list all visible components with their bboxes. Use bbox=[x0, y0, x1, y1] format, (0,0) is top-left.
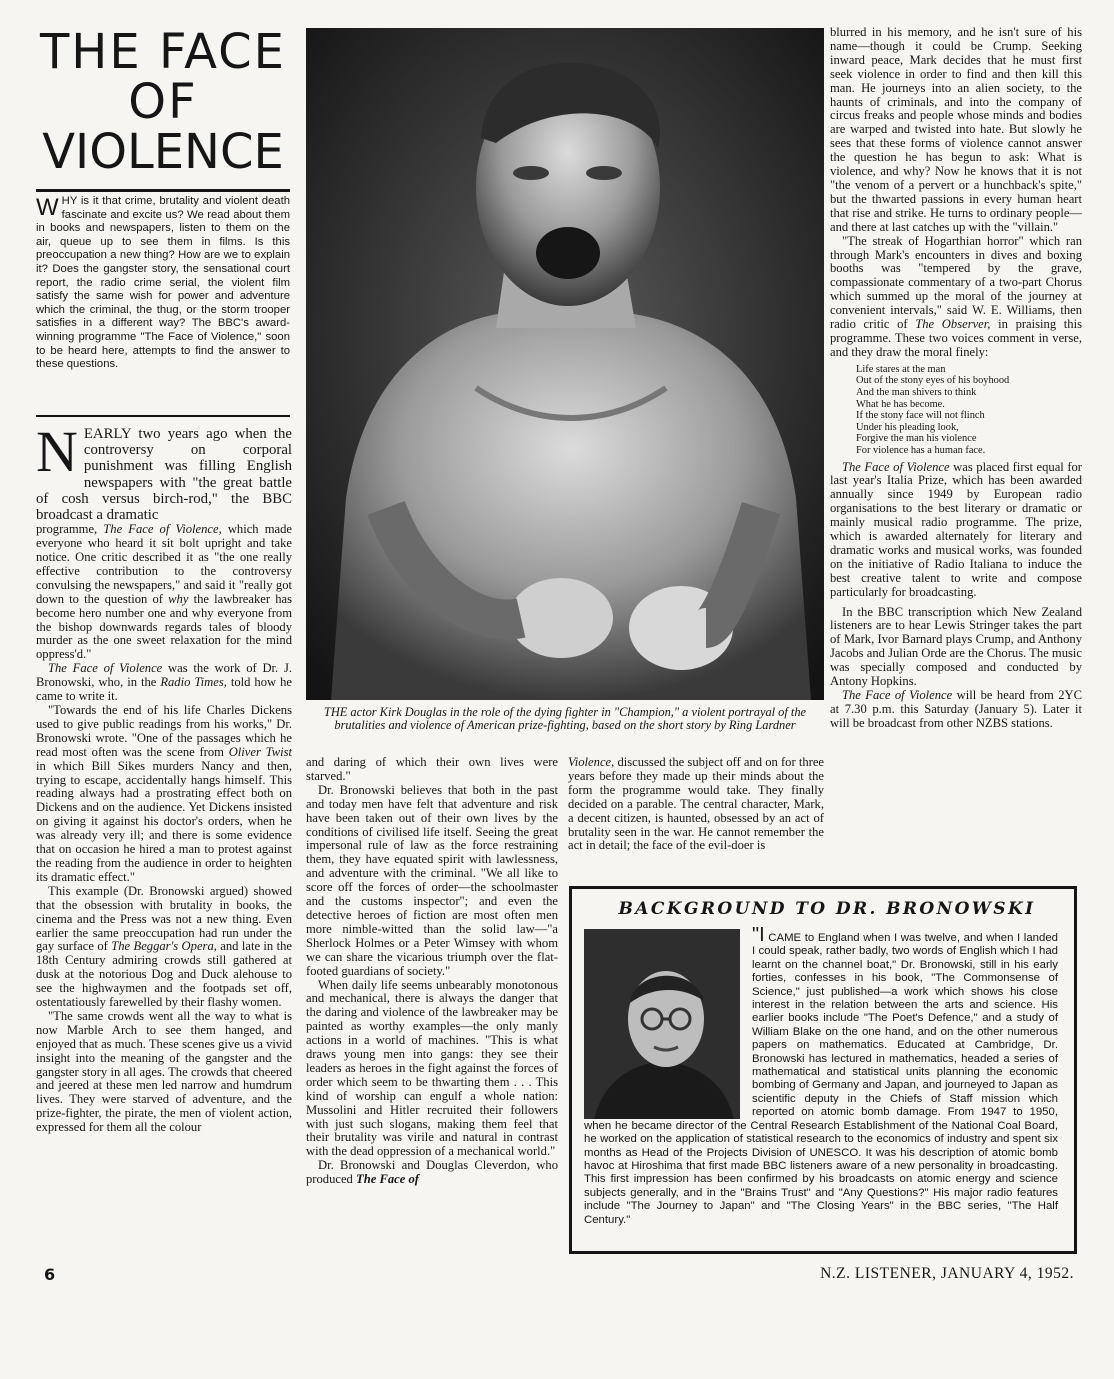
col4-p1: blurred in his memory, and he isn't sure of his name—though it could be Crump. Seeking inward peace, Mark decides that he must first seek violence in order to find and then kill this man. He journeys into an alien society, to the haunts of criminals, and into the company of circus freaks and people whose minds and bodies are warped and twisted into hate. But slowly he sees that these forms of violence cannot answer the question he has begun to ask: What is violence, and why? Now he knows that it is not "the venom of a pervert or a hunchback's spite," but the thwarted passions in every human heart that rise and strike. He turns to ordinary people—and there at last catches up with the "villain." bbox=[830, 25, 1082, 234]
col1-p1-b: which made everyone who heard it sit bolt upright and take notice. One critic described it as "the one really effective contribution to the controversy convulsing the newspapers," and said it "really got down to the question of bbox=[36, 522, 292, 606]
headline-line-2: OF bbox=[128, 74, 198, 130]
col1-p4-beggars-opera: The Beggar's Opera, bbox=[111, 939, 217, 954]
col4-p5-title: The Face of Violence bbox=[842, 688, 953, 702]
intro-drop-cap: W bbox=[36, 194, 59, 221]
col1-p1-c: the lawbreaker has become hero number one and why everyone from the bishop downwards regards tales of bloody murder as the one sweet relaxation for the mind oppress'd." bbox=[36, 591, 292, 662]
col3-p1-title: Violence, bbox=[568, 755, 615, 769]
col1-p3-oliver-twist: Oliver Twist bbox=[228, 744, 292, 759]
kirk-douglas-photo bbox=[306, 28, 824, 700]
headline-rule bbox=[36, 189, 290, 192]
photo-caption: THE actor Kirk Douglas in the role of the dying fighter in "Champion," a violent portrayal of the brutalities and violence of American prize-fighting, based on the short story by Ring Lardner bbox=[323, 705, 807, 733]
article-column-3 bbox=[568, 756, 824, 853]
box-drop-cap: "I bbox=[752, 924, 765, 946]
col2-p4-title: The Face of bbox=[356, 1172, 419, 1187]
col4-p4: In the BBC transcription which New Zealand listeners are to hear Lewis Stringer takes the part of Mark, Ivor Barnard plays Crump, and Anthony Jacobs and Julian Orde are the Chorus. The music was specially composed and conducted by Antony Hopkins. bbox=[830, 604, 1082, 689]
headline bbox=[36, 24, 290, 180]
intro-standfirst bbox=[36, 195, 290, 372]
col1-p3-b: in which Bill Sikes murders Nancy and then, trying to escape, accidentally hangs himself. This reading always had a prostrating effect both on Dickens and on the audience. Yet Dickens insisted on giving it against his doctor's orders, when he was already very ill; and there is some evidence that on occasion he hired a man to protest against the reading from the audience in order to heighten its dramatic effect." bbox=[36, 758, 292, 884]
col1-p1-why: why bbox=[168, 591, 189, 606]
headline-line-3: VIOLENCE bbox=[42, 124, 284, 180]
col2-p2: Dr. Bronowski believes that both in the past and today men have felt that adventure and risk have been taken out of their own lives by the conditions of civilised life itself. Seeing the great impersonal rule of law as the force restraining them, they have equated spirit with lawlessness, and adventure with the criminal. "We all like to score off the forces of order—the schoolmaster and the customs inspector"; and even the detective heroes of fiction are most often men more nimble-witted than the solid law—"a Sherlock Holmes or a Peter Wimsey with whom we can share the vicarious triumph over the flat-footed guardians of society." bbox=[306, 782, 558, 978]
lead-text: EARLY two years ago when the controversy on corporal punishment was filling English newspapers with "the great battle of cosh versus birch-rod," the BBC broadcast a dramatic bbox=[36, 426, 292, 524]
article-drop-cap: N bbox=[36, 419, 78, 484]
page-number: 6 bbox=[44, 1265, 56, 1284]
col2-p4-a: Dr. Bronowski and Douglas Cleverdon, who produced bbox=[306, 1158, 558, 1187]
col2-p1: and daring of which their own lives were starved." bbox=[306, 755, 558, 783]
col4-p3-title: The Face of Violence bbox=[842, 459, 950, 474]
headline-line-1: THE FACE bbox=[39, 24, 287, 80]
intro-text: HY is it that crime, brutality and violent death fascinate and excite us? We read about them in books and newspapers, listen to them on the air, queue up to see them in films. Is this preoccupation a new thing? How are we to explain it? Does the gangster story, the sensational court report, the radio crime serial, the violent film satisfy the same wish for power and adventure which the criminal, the thug, or the storm trooper satisfies in a different way? The BBC's award-winning programme "The Face of Violence," soon to be heard here, attempts to find the answer to these questions. bbox=[36, 195, 290, 371]
poem-line: What he has become. bbox=[856, 398, 945, 410]
col4-p2-observer: The Observer, bbox=[915, 317, 991, 332]
poem-line: And the man shivers to think bbox=[856, 386, 977, 398]
col1-p1-title: The Face of Violence, bbox=[103, 522, 222, 537]
article-column-4 bbox=[830, 26, 1082, 731]
background-box-title: BACKGROUND TO DR. BRONOWSKI bbox=[618, 899, 1036, 919]
poem-line: Life stares at the man bbox=[856, 363, 946, 375]
masthead-date: N.Z. LISTENER, JANUARY 4, 1952. bbox=[820, 1265, 1074, 1282]
poem-line: If the stony face will not flinch bbox=[856, 410, 985, 422]
col1-p1-a: programme, bbox=[36, 522, 104, 537]
col4-p3: was placed first equal for last year's Italia Prize, which has been awarded annually since 1949 by European radio organisations to the best literary or dramatic or mainly musical radio programme. The prize, which is awarded alternately for literary and dramatic works and musical works, was founded on the initiative of Radio Italiana to induce the best creative talent to write and compose particularly for broadcasting. bbox=[830, 459, 1083, 599]
poem-line: Under his pleading look, bbox=[856, 421, 959, 433]
col4-p2-a: "The streak of Hogarthian horror" which ran through Mark's encounters in dives and boxing booths was "tempered by the grave, compassionate commentary of a two-part Chorus which summed up the moral of the journey at convenient intervals," said W. E. Williams, then radio critic of bbox=[830, 233, 1082, 332]
col1-p2-a: was the work of Dr. J. Bronowski, who, in the bbox=[36, 661, 293, 690]
col1-p5: "The same crowds went all the way to what is now Marble Arch to see them hanged, and enjoyed that as much. These scenes give us a vivid insight into the meaning of the gangster and the gangster story in all ages. The crowds that cheered and jeered at these men led narrow and humdrum lives. They were starved of adventure, and the prize-fighter, the pirate, the men of violent action, expressed for them all the colour bbox=[36, 1008, 292, 1135]
col1-p3-a: "Towards the end of his life Charles Dickens used to give public readings from his works," Dr. Bronowski wrote. "One of the passages which he read most often was the scene from bbox=[36, 703, 292, 759]
col1-p2-b: told how he came to write it. bbox=[36, 675, 292, 704]
poem-line: Forgive the man his violence bbox=[856, 433, 977, 445]
col1-p4-a: This example (Dr. Bronowski argued) showed that the obsession with brutality in books, the cinema and the Press was not a new thing. Even earlier the same preoccupation had run under the gay surface of bbox=[36, 883, 292, 954]
col2-p3: When daily life seems unbearably monotonous and mechanical, there is always the danger that the daring and violence of the lawbreaker may be painted as worthy examples—the only manly actions in a world of machines. "This is what draws young men into gangs: they see their leaders as heroes in the fight against the forces of order which seem to be thwarting them . . . This kind of worship can engulf a whole nation: Mussolini and Hitler recruited their followers with just such slogans, making them feel that their brutality was virile and natural in contrast with the dead oppression of a mechanical world." bbox=[306, 977, 558, 1159]
col1-p4-b: and late in the 18th Century admiring crowds still gathered at dusk at the notorious Dog and Duck alehouse to see the highwaymen and the footpads set off, ostentatiously farewelled by their flashy women. bbox=[36, 939, 292, 1010]
col4-p5: will be heard from 2YC at 7.30 p.m. this Saturday (January 5). Later it will be broadcast from other NZBS stations. bbox=[830, 688, 1082, 730]
col3-p1: discussed the subject off and on for three years before they made up their minds about the form the programme would take. They finally decided on a parable. The central character, Mark, a decent citizen, is haunted, obsessed by an act of brutality seen in the war. He cannot remember the act in detail; the face of the evil-doer is bbox=[568, 755, 824, 853]
background-box bbox=[569, 886, 1077, 1254]
background-box-text bbox=[584, 924, 1058, 1227]
col1-p2-radio-times: Radio Times, bbox=[160, 675, 227, 690]
col4-p2-b: in praising this programme. These two voices comment in verse, and they draw the moral finely: bbox=[830, 317, 1083, 359]
box-body: CAME to England when I was twelve, and when I landed I could speak, rather badly, two words of English which I had learnt on the channel boat," Dr. Bronowski, still in his early forties, confesses in his book, "The Commonsense of Science," just published—a work which shows his close interest in the relation between the arts and science. His earlier books include "The Poet's Defence," and a study of William Blake on the one hand, and on the other numerous papers on mathematics. Educated at Cambridge, Dr. Bronowski has lectured in mathematics, headed a series of mathematical and statistical units planning the economic bombing of Germany and Japan, and journeyed to Japan as scientific deputy in the Chiefs of Staff mission which reported on atomic bomb damage. From 1947 to 1950, when he became director of the Central Research Establishment of the National Coal Board, he worked on the application of statistical research to the economics of industry and spent six months as Head of the Projects Division of UNESCO. It was his description of atomic bomb havoc at Hiroshima that first made BBC listeners aware of a new personality in broadcasting. This first impression has been confirmed by his broadcasts on atomic energy and science subjects generally, and in the "Brains Trust" and "Any Questions?" His major radio features include "The Journey to Japan" and "The Closing Years" in the BBC series, "The Half Century." bbox=[584, 932, 1058, 1226]
col1-p2-title: The Face of Violence bbox=[48, 661, 163, 676]
intro-rule bbox=[36, 415, 290, 417]
article-column-2 bbox=[306, 756, 558, 1187]
chorus-poem bbox=[856, 364, 1082, 457]
poem-line: For violence has a human face. bbox=[856, 444, 986, 456]
poem-line: Out of the stony eyes of his boyhood bbox=[856, 375, 1010, 387]
article-column-1 bbox=[36, 419, 293, 1135]
